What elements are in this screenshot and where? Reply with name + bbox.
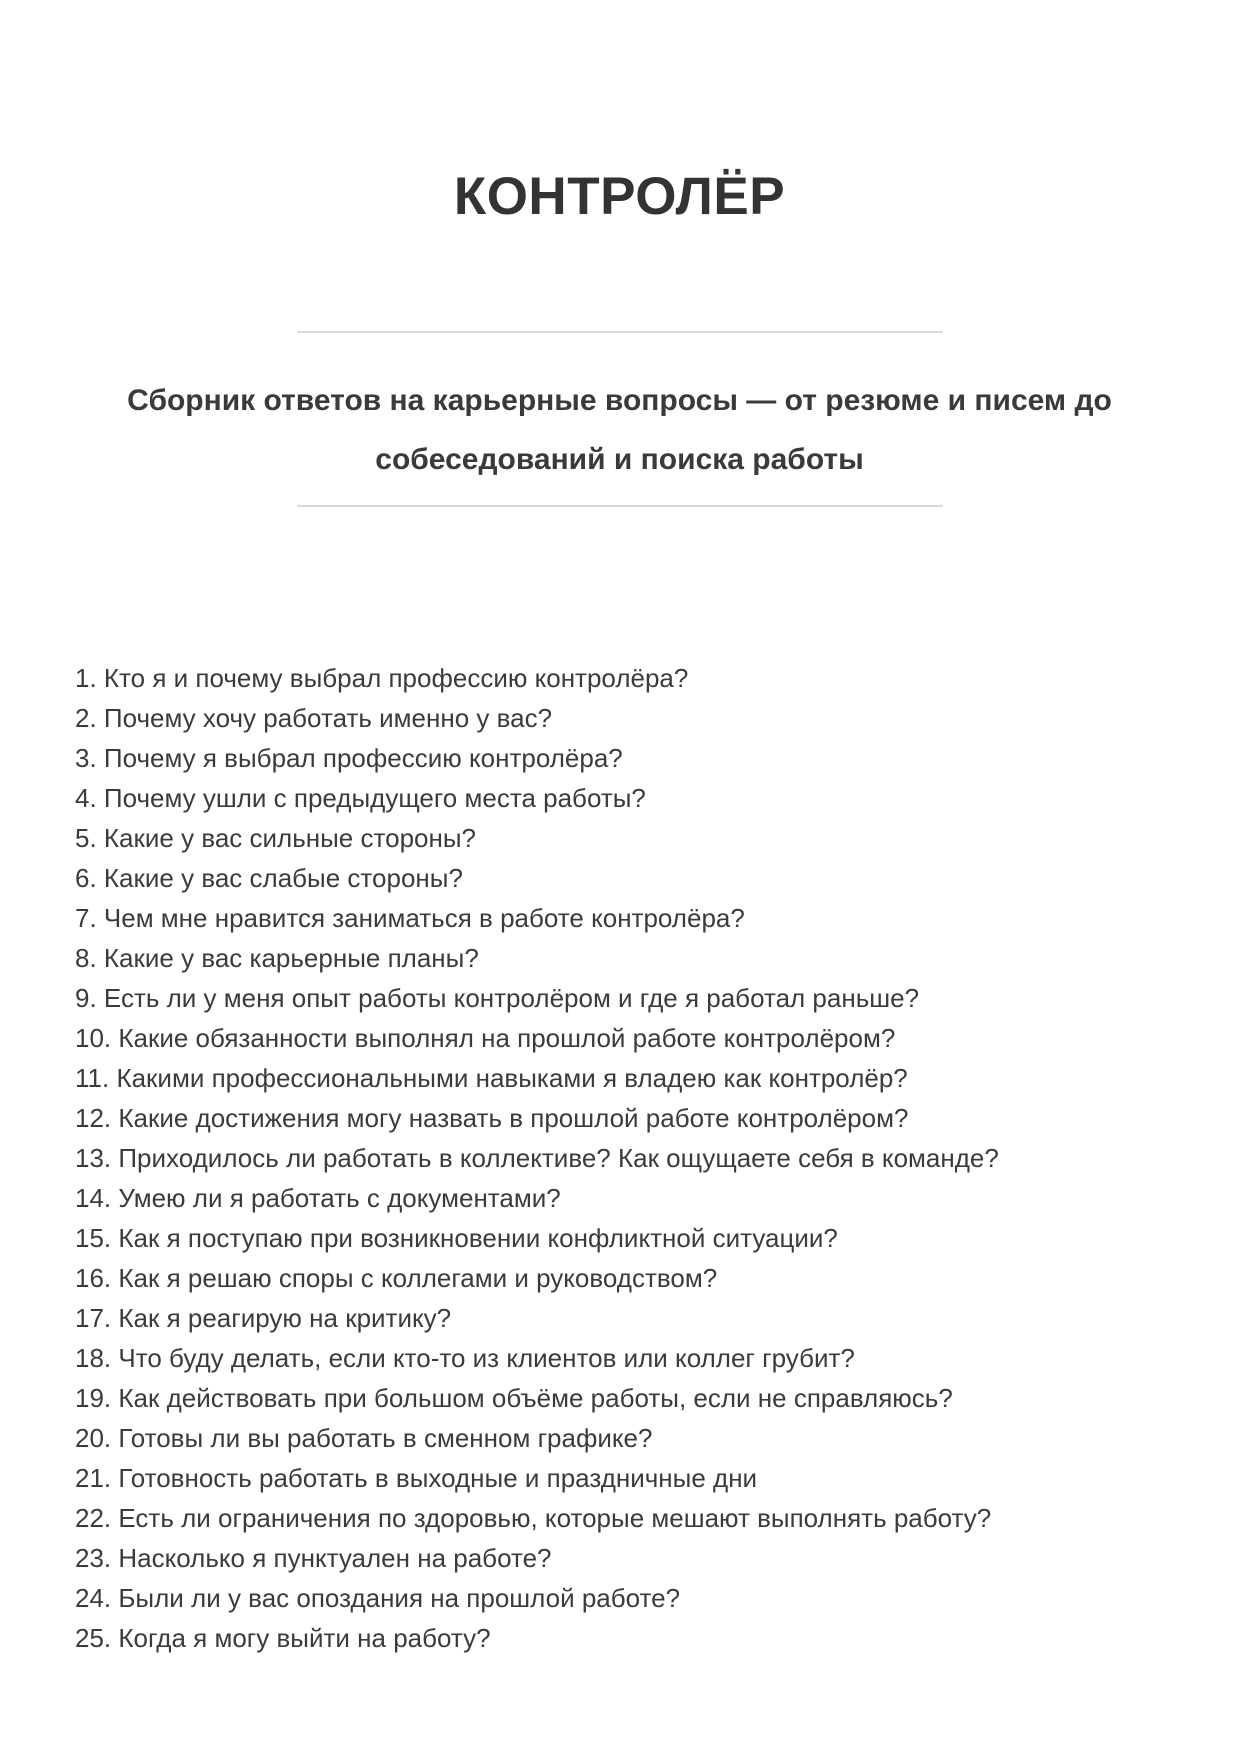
subtitle-line-2: собеседований и поиска работы bbox=[375, 442, 864, 476]
question-item: 1. Кто я и почему выбрал профессию контролёра? bbox=[75, 662, 689, 693]
question-item: 21. Готовность работать в выходные и праздничные дни bbox=[75, 1462, 758, 1493]
page-subtitle bbox=[80, 371, 1160, 489]
question-item: 9. Есть ли у меня опыт работы контролёром и где я работал раньше? bbox=[75, 982, 920, 1013]
subtitle-line-1: Сборник ответов на карьерные вопросы — от резюме и писем до bbox=[127, 383, 1112, 417]
question-item: 5. Какие у вас сильные стороны? bbox=[75, 822, 476, 853]
bottom-divider bbox=[297, 505, 943, 507]
question-item: 10. Какие обязанности выполнял на прошлой работе контролёром? bbox=[75, 1022, 896, 1053]
question-item: 12. Какие достижения могу назвать в прошлой работе контролёром? bbox=[75, 1102, 909, 1133]
question-item: 20. Готовы ли вы работать в сменном графике? bbox=[75, 1422, 653, 1453]
page-title: КОНТРОЛЁР bbox=[453, 167, 786, 226]
top-divider bbox=[297, 331, 943, 333]
question-item: 13. Приходилось ли работать в коллективе? Как ощущаете себя в команде? bbox=[75, 1142, 999, 1173]
question-item: 14. Умею ли я работать с документами? bbox=[75, 1182, 561, 1213]
question-item: 19. Как действовать при большом объёме работы, если не справляюсь? bbox=[75, 1382, 953, 1413]
question-list bbox=[75, 658, 1179, 1658]
question-item: 4. Почему ушли с предыдущего места работы? bbox=[75, 782, 646, 813]
question-item: 6. Какие у вас слабые стороны? bbox=[75, 862, 463, 893]
question-item: 23. Насколько я пунктуален на работе? bbox=[75, 1542, 552, 1573]
question-item: 7. Чем мне нравится заниматься в работе контролёра? bbox=[75, 902, 745, 933]
question-item: 22. Есть ли ограничения по здоровью, которые мешают выполнять работу? bbox=[75, 1502, 992, 1533]
question-item: 17. Как я реагирую на критику? bbox=[75, 1302, 452, 1333]
question-item: 11. Какими профессиональными навыками я владею как контролёр? bbox=[75, 1062, 908, 1093]
question-item: 18. Что буду делать, если кто-то из клиентов или коллег грубит? bbox=[75, 1342, 855, 1373]
question-item: 15. Как я поступаю при возникновении конфликтной ситуации? bbox=[75, 1222, 838, 1253]
question-item: 24. Были ли у вас опоздания на прошлой работе? bbox=[75, 1582, 681, 1613]
question-item: 3. Почему я выбрал профессию контролёра? bbox=[75, 742, 623, 773]
question-item: 2. Почему хочу работать именно у вас? bbox=[75, 702, 553, 733]
question-item: 16. Как я решаю споры с коллегами и руководством? bbox=[75, 1262, 718, 1293]
question-item: 8. Какие у вас карьерные планы? bbox=[75, 942, 479, 973]
question-item: 25. Когда я могу выйти на работу? bbox=[75, 1622, 491, 1653]
